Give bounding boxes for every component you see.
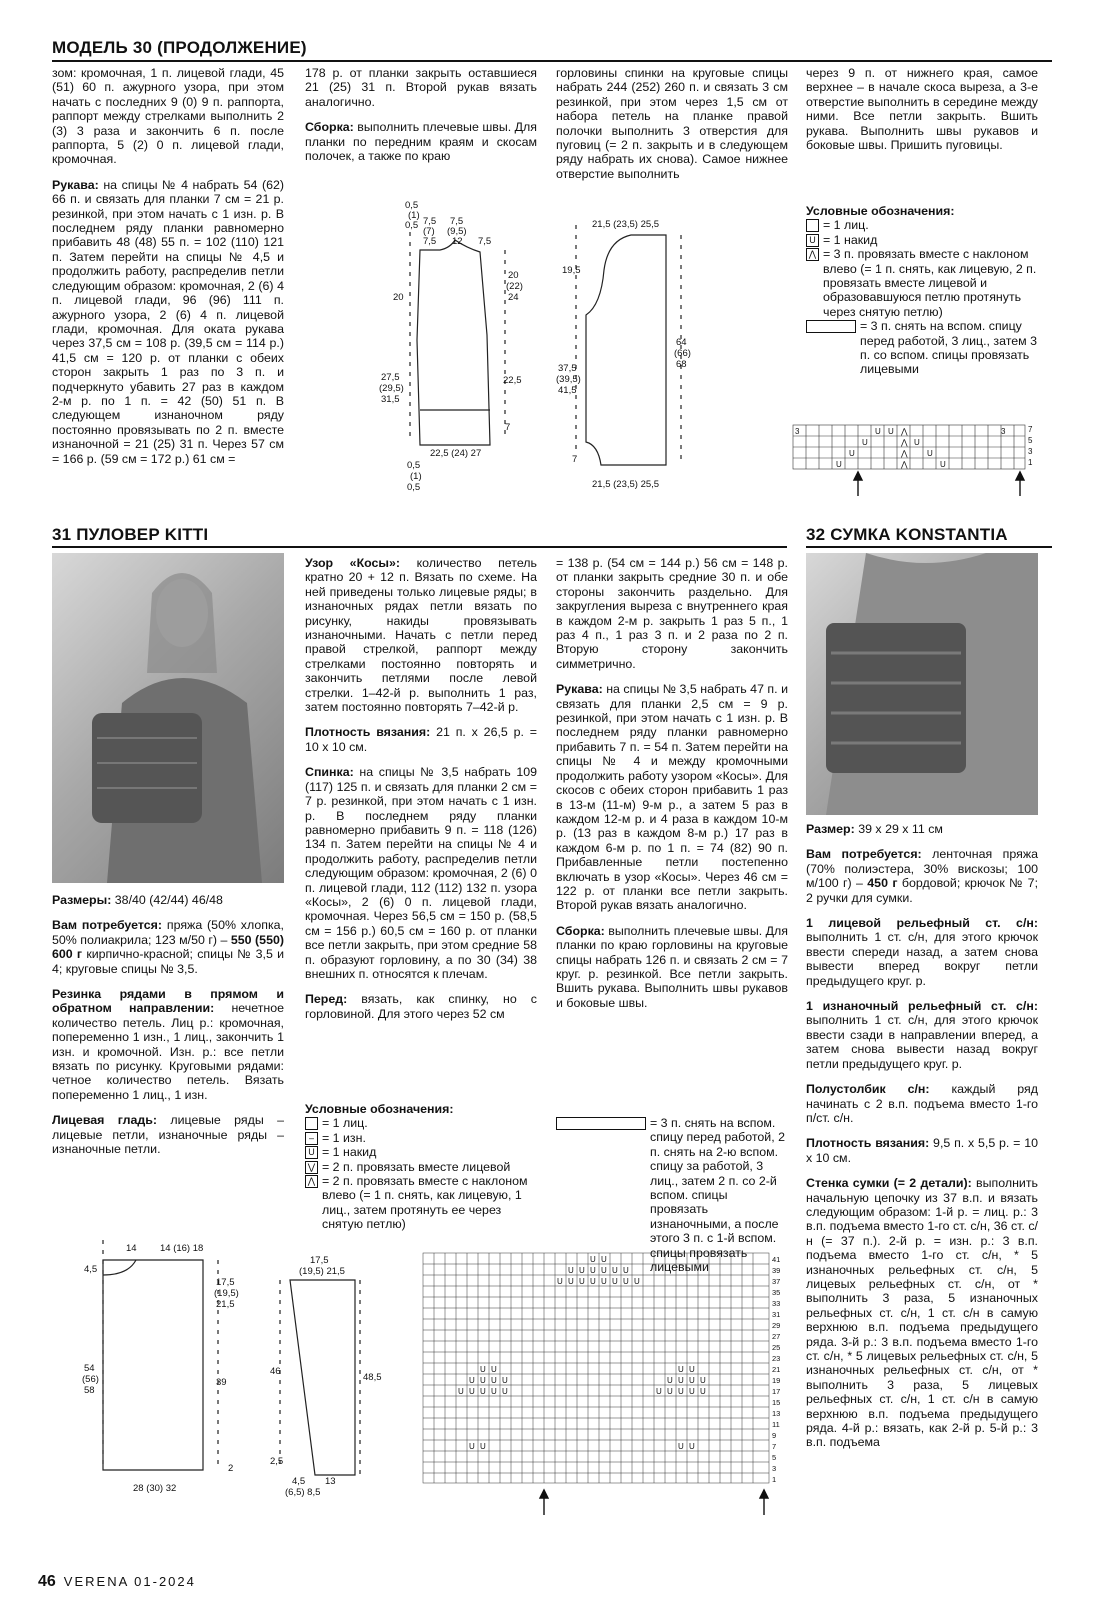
svg-text:U: U	[849, 449, 855, 458]
dim: 0,5	[405, 220, 419, 231]
m31-col1	[52, 893, 284, 1168]
cable-text: количество петель кратно 20 + 12 п. Вязать по схеме. На ней приведены только лицевые ряды; в изнаночных рядах петли вязать по рисунку, накиды провязывать изнаночными. Начать с петли перед правой стрелкой, раппорт между стрелками постоянно повторять и закончить петлями после левой стрелки. 1–42-й р. выполнить 1 раз, затем постоянно повторять 7–42-й р.	[305, 556, 537, 715]
chart-row-label: 9	[772, 1431, 777, 1440]
purl-symbol-icon: –	[305, 1132, 318, 1145]
yarn-over-symbol-icon: U	[806, 234, 819, 247]
svg-text:U: U	[469, 1387, 475, 1396]
m31-body-schematic	[78, 1235, 258, 1500]
svg-text:U: U	[491, 1365, 497, 1374]
chart-row-label: 5	[772, 1453, 777, 1462]
svg-text:U: U	[579, 1277, 585, 1286]
back-post-heading: 1 изнаночный рельефный ст. с/н:	[806, 999, 1038, 1014]
svg-text:⋀: ⋀	[901, 438, 908, 447]
ssk-symbol-icon: ⋀	[305, 1175, 318, 1188]
svg-text:U: U	[590, 1266, 596, 1275]
dim: 19,5	[562, 265, 581, 276]
chart-row-label: 1	[1028, 458, 1033, 467]
chart-row-label: 7	[772, 1442, 777, 1451]
dim: 46	[270, 1366, 281, 1377]
half-dc-heading: Полустолбик с/н:	[806, 1082, 930, 1097]
chart-row-label: 17	[772, 1387, 781, 1396]
chart-row-label: 1	[772, 1475, 777, 1484]
cable-symbol-icon	[556, 1117, 646, 1130]
m30-col3	[556, 66, 788, 192]
dim: (19,5) 21,5	[299, 1266, 345, 1277]
svg-text:U: U	[491, 1376, 497, 1385]
svg-text:U: U	[634, 1277, 640, 1286]
chart-row-label: 37	[772, 1277, 781, 1286]
legend-text: = 3 п. провязать вместе с наклоном влево (= 1 п. снять, как лицевую, 2 п. провязать вместе лицевой и образовавшуюся петлю протянуть через снятую петлю)	[823, 247, 1037, 319]
size-heading: Размер:	[806, 822, 855, 836]
dim: (7)	[423, 226, 435, 237]
dim: 17,5	[216, 1277, 235, 1288]
dim: 41,5	[558, 385, 577, 396]
dim: 21,5 (23,5) 25,5	[592, 219, 660, 230]
svg-text:U: U	[601, 1255, 607, 1264]
m31-sleeve-schematic	[265, 1250, 405, 1515]
m30-front-schematic	[556, 210, 726, 495]
svg-text:U: U	[623, 1277, 629, 1286]
svg-text:U: U	[862, 438, 868, 447]
chart-row-label: 25	[772, 1343, 781, 1352]
svg-text:U: U	[678, 1442, 684, 1451]
svg-text:U: U	[689, 1376, 695, 1385]
legend-row	[305, 1116, 537, 1130]
svg-text:U: U	[469, 1442, 475, 1451]
m31-rule	[52, 546, 787, 548]
m30-col1	[52, 66, 284, 477]
chart-row-label: 13	[772, 1409, 781, 1418]
dim: (39,5)	[556, 374, 581, 385]
cable-heading: Узор «Косы»:	[305, 556, 401, 570]
dim: 22,5 (24) 27	[430, 448, 482, 459]
need-text-2: кирпично-красной; спицы № 3,5 и 4; круговые спицы № 3,5.	[52, 947, 285, 976]
stockinette-heading: Лицевая гладь:	[52, 1113, 157, 1128]
legend-row	[806, 319, 1038, 377]
dim: 39	[216, 1377, 227, 1388]
dim: 27,5	[381, 372, 400, 383]
assembly-heading: Сборка:	[556, 923, 605, 938]
chart-row-label: 27	[772, 1332, 781, 1341]
dim: 68	[676, 359, 687, 370]
svg-text:U: U	[689, 1387, 695, 1396]
sleeve-text: на спицы № 3,5 набрать 47 п. и связать для планки 2,5 см = 9 р. резинкой, при этом начать с 1 изн. р. В последнем ряду планки равномерно прибавить 7 п. = 54 п. Затем перейти на спицы № 4 и между кромочными продолжить работу узором «Косы». Для скосов с обеих сторон прибавить 1 раз в 13-м (11-м) 9-м р., а затем 5 раз в каждом 12-м р. и 4 раза в каждом 10-м р. (13 раз в каждом 8-м р.) 17 раз в каждом 6-м р. по 1 п. = 74 (82) 90 п. Прибавленные петли постепенно включать в узор «Косы». Через 46 см = 122 р. от планки все петли закрыть. Второй рукав вязать аналогично.	[556, 682, 788, 913]
dim: 20	[508, 270, 519, 281]
m31-col2	[305, 556, 537, 1032]
svg-text:U: U	[940, 460, 946, 469]
legend-text: = 3 п. снять на вспом. спицу перед работой, 2 п. снять на 2-ю вспом. спицу за работой, 3 лиц., затем 2 п. со 2-й вспом. спицы провязать изнаночными, а после этого 3 п. с 1-й вспом. спицы провязать лицевыми	[650, 1116, 785, 1275]
size-text: 39 х 29 х 11 см	[858, 822, 943, 836]
svg-text:U: U	[502, 1376, 508, 1385]
m30-col2	[305, 66, 537, 174]
svg-text:U: U	[927, 449, 933, 458]
dim: (19,5)	[214, 1288, 239, 1299]
svg-text:U: U	[502, 1387, 508, 1396]
legend-row	[305, 1174, 537, 1232]
rib-text: нечетное количество петель. Лиц р.: кромочная, попеременно 1 изн., 1 лиц., закончить 1 изн. и кромочной. Изн. р.: все петли вязать по рисунку. Круговыми рядами: четное количество петель. Вязать попеременно 1 лиц., 1 изн.	[52, 1001, 284, 1102]
page-footer	[38, 1573, 196, 1591]
back-text: на спицы № 3,5 набрать 109 (117) 125 п. и связать для планки 2 см = 7 р. резинкой, при этом начать с 1 изн. р. В последнем ряду планки равномерно прибавить 9 п. = 118 (126) 134 п. Затем перейти на спицы № 4 и продолжить работу, распределив петли следующим образом: кромочная, 2 (6) 0 п. лицевой глади, 112 (112) 132 п. узора «Косы», 2 (6) 0 п. лицевой глади, кромочная. Через 56,5 см = 150 р. (58,5 см = 156 р.) 60,5 см = 160 р. от планки все петли закрыть, при этом средние 58 п. образуют горловину, а по 30 (34) 38 внешних п. относятся к плечам.	[305, 765, 537, 981]
m30-legend-title: Условные обозначения:	[806, 204, 955, 218]
dim: 64	[676, 337, 687, 348]
m30-legend	[806, 204, 1038, 377]
svg-text:U: U	[689, 1365, 695, 1374]
half-dc-text: каждый ряд начинать с 2 в.п. подъема вместо 1-го п/ст. с/н.	[806, 1082, 1038, 1125]
svg-text:U: U	[568, 1277, 574, 1286]
dim: 2	[228, 1463, 234, 1474]
sizes-heading: Размеры:	[52, 893, 112, 907]
m31-col3	[556, 556, 788, 1021]
m30-col3-text: горловины спинки на круговые спицы набрать 244 (252) 260 п. и связать 3 см резинкой, при этом через 1,5 см от набора петель на планке правой полочки выполнить 3 отверстия для пуговиц (= 2 п. закрыть и в следующем ряду набрать их снова). Самое нижнее отверстие выполнить	[556, 66, 788, 181]
need-text: ленточная пряжа (70% полиэстера, 30% вискозы; 100 м/100 г) –	[806, 847, 1038, 891]
m30-col4	[806, 66, 1038, 163]
svg-text:U: U	[601, 1266, 607, 1275]
knit-symbol-icon	[305, 1117, 318, 1130]
bag-wall-text: выполнить начальную цепочку из 37 в.п. и вязать следующим образом: 1-й р. = лиц. р.: 3 в.п. подъема вместо 1-го ст. с/н, 36 ст. с/н (= 37 п.). 2-й р. = изн. р.: 3 в.п. подъема вместо 1-го ст. с/н, * 5 изнаночных рельефных ст. с/н, 5 лицевых рельефных ст. с/н, от * выполнить 3 раза, 5 изнаночных рельефных ст. с/н, 1 ст. с/н в самую верхнюю в.п. подъема предыдущего ряда. 3-й р.: 3 в.п. подъема вместо 1-го ст. с/н, * 5 лицевых рельефных ст. с/н, 5 изнаночных рельефных ст. с/н, от * выполнить 3 раза, 5 лицевых рельефных ст. с/н, 1 ст. с/н в самую верхнюю в.п. подъема предыдущего ряда. 4-й р.: вязать, как 2-й р. 5-й р.: 3 в.п. подъема	[806, 1176, 1038, 1450]
magazine-issue: VERENA 01-2024	[63, 1574, 196, 1589]
decrease-symbol-icon: ⋀	[806, 248, 819, 261]
m31-title: 31 ПУЛОВЕР KITTI	[52, 525, 209, 544]
legend-text: = 3 п. снять на вспом. спицу перед работой, 3 лиц., затем 3 п. со вспом. спицы провязать лицевыми	[860, 319, 1038, 377]
legend-row	[806, 218, 1038, 232]
dim: (1)	[408, 210, 420, 221]
dim: 2,5	[270, 1456, 284, 1467]
chart-row-label: 15	[772, 1398, 781, 1407]
woman-with-bag-illustration	[52, 553, 284, 883]
svg-text:U: U	[590, 1277, 596, 1286]
m31-col3-text: = 138 р. (54 см = 144 р.) 56 см = 148 р. от планки закрыть средние 30 п. и обе стороны закончить раздельно. Для закругления выреза с внутреннего края в каждом 2-м р. закрыть 1 раз 5 п., 1 раз 4 п., 1 раз 3 п. и 2 раза по 2 п. Вторую сторону закончить симметрично.	[556, 556, 788, 671]
dim: 28 (30) 32	[133, 1483, 177, 1494]
legend-row	[305, 1160, 537, 1174]
svg-text:⋀: ⋀	[901, 460, 908, 469]
svg-text:U: U	[678, 1365, 684, 1374]
chart-row-label: 5	[1028, 436, 1033, 445]
m30-sleeve-text: на спицы № 4 набрать 54 (62) 66 п. и связать для планки 7 см = 21 р. резинкой, при этом начать с 1 изн. р. В последнем ряду планки равномерно прибавить 48 (48) 55 п. = 102 (110) 121 п. Затем перейти на спицы № 4,5 и продолжить работу, распределив петли следующим образом: кромочная, 2 (6) 4 п. лицевой глади, 96 (96) 111 п. ажурного узора, 2 (6) 4 п. лицевой глади, кромочная. Для оката рукава через 37,5 см = 108 р. (39,5 см = 114 р.) 41,5 см = 120 р. от планки с обеих сторон закрыть 1 раз по 3 п. и подчеркнуто убавить 27 раз в каждом 2-м р. по 1 п. = 42 (50) 51 п. В следующем изнаночном ряду постоянно провязывать по 2 п. вместе изнаночной = 21 (25) 31 п. Через 57 см = 166 р. (59 см = 172 р.) 61 см =	[52, 177, 284, 466]
svg-text:U: U	[458, 1387, 464, 1396]
dim: (66)	[674, 348, 691, 359]
stockinette-text: лицевые ряды – лицевые петли, изнаночные ряды – изнаночные петли.	[52, 1113, 284, 1157]
density-heading: Плотность вязания:	[806, 1136, 930, 1151]
dim: 7,5	[450, 216, 464, 227]
legend-row	[305, 1131, 537, 1145]
m32-rule	[806, 546, 1052, 548]
svg-text:U: U	[601, 1277, 607, 1286]
m30-sleeve-schematic	[375, 190, 545, 495]
dim: 7,5	[423, 236, 437, 247]
chart-row-label: 39	[772, 1266, 781, 1275]
legend-row	[806, 247, 1038, 319]
sleeve-heading: Рукава:	[556, 682, 603, 697]
dim: 12	[452, 236, 463, 247]
dim: 48,5	[363, 1372, 382, 1383]
dim: (29,5)	[379, 383, 404, 394]
page-number: 46	[38, 1573, 56, 1590]
svg-text:U: U	[678, 1387, 684, 1396]
m30-col2-text: 178 р. от планки закрыть оставшиеся 21 (25) 31 п. Второй рукав вязать аналогично.	[305, 66, 537, 109]
front-post-text: выполнить 1 ст. с/н, для этого крючок ввести спереди назад, а затем снова вывести вперед вокруг петли предыдущего круг. р.	[806, 930, 1038, 988]
svg-text:⋀: ⋀	[901, 427, 908, 436]
svg-text:⋀: ⋀	[901, 449, 908, 458]
back-heading: Спинка:	[305, 765, 354, 780]
front-post-heading: 1 лицевой рельефный ст. с/н:	[806, 916, 1038, 931]
chart-row-label: 31	[772, 1310, 781, 1319]
back-post-text: выполнить 1 ст. с/н, для этого крючок ввести сзади в направлении вперед, а затем снова вывести назад вокруг петли предыдущего круг. р.	[806, 1013, 1038, 1071]
svg-text:U: U	[623, 1266, 629, 1275]
svg-text:U: U	[590, 1255, 596, 1264]
legend-text: = 1 накид	[322, 1145, 377, 1160]
m30-col1-text: зом: кромочная, 1 п. лицевой глади, 45 (51) 60 п. ажурного узора, при этом начать с последних 9 (0) 9 п. раппорта, раппорт между стрелками выполнить 2 (3) 3 раза и закончить 6 п. после раппорта, 5 (2) 0 п. лицевой глади, кромочная.	[52, 66, 284, 167]
need-text-2: бордовой; крючок № 7; 2 ручки для сумки.	[806, 876, 1039, 905]
dim: 7,5	[478, 236, 492, 247]
header-rule	[52, 60, 1052, 62]
page-title: МОДЕЛЬ 30 (ПРОДОЛЖЕНИЕ)	[52, 38, 307, 57]
svg-text:U: U	[612, 1277, 618, 1286]
m32-bag-photo	[806, 553, 1038, 815]
svg-text:U: U	[579, 1266, 585, 1275]
dim: 13	[325, 1476, 336, 1487]
legend-text: = 1 лиц.	[823, 218, 869, 233]
svg-text:U: U	[875, 427, 881, 436]
svg-text:U: U	[689, 1442, 695, 1451]
need-heading: Вам потребуется:	[806, 847, 922, 862]
m30-col4-text: через 9 п. от нижнего края, самое верхнее – в начале скоса выреза, а 3-е отверстие выполнить в середине между ними. Все петли закрыть. Вшить рукава. Выполнить швы рукавов и боковые швы. Пришить пуговицы.	[806, 66, 1038, 153]
svg-text:U: U	[480, 1442, 486, 1451]
svg-text:U: U	[491, 1387, 497, 1396]
bag-illustration	[806, 553, 1038, 815]
yarn-over-symbol-icon: U	[305, 1146, 318, 1159]
density-text: 9,5 п. х 5,5 р. = 10 х 10 см.	[806, 1136, 1038, 1165]
dim: 17,5	[310, 1255, 329, 1266]
chart-row-label: 7	[1028, 425, 1033, 434]
legend-text: = 1 лиц.	[322, 1116, 368, 1131]
m31-legend-title: Условные обозначения:	[305, 1102, 454, 1116]
m30-sleeve-heading: Рукава:	[52, 177, 99, 192]
m31-model-photo	[52, 553, 284, 883]
dim: (1)	[410, 471, 422, 482]
m31-cable-chart	[420, 1250, 790, 1520]
dim: 7,5	[423, 216, 437, 227]
m32-col	[806, 822, 1038, 1461]
cable-symbol-icon	[806, 320, 856, 333]
dim: 54	[84, 1363, 95, 1374]
legend-row	[806, 233, 1038, 247]
svg-text:U: U	[480, 1365, 486, 1374]
dim: 7	[505, 422, 511, 433]
dim: 0,5	[407, 482, 421, 493]
legend-row	[305, 1145, 537, 1159]
svg-text:U: U	[888, 427, 894, 436]
dim: 0,5	[405, 200, 419, 211]
k2tog-symbol-icon: ⋁	[305, 1161, 318, 1174]
dim: 7	[572, 454, 578, 465]
dim: 37,5	[558, 363, 577, 374]
dim: 20	[393, 292, 404, 303]
dim: 14 (16) 18	[160, 1243, 204, 1254]
dim: (22)	[506, 281, 523, 292]
svg-text:U: U	[678, 1376, 684, 1385]
density-text: 21 п. х 26,5 р. = 10 х 10 см.	[305, 725, 537, 754]
dim: (6,5) 8,5	[285, 1487, 321, 1498]
svg-text:U: U	[667, 1387, 673, 1396]
dim: (56)	[82, 1374, 99, 1385]
svg-text:U: U	[469, 1376, 475, 1385]
chart-row-label: 29	[772, 1321, 781, 1330]
m32-title: 32 СУМКА KONSTANTIA	[806, 525, 1008, 544]
knit-symbol-icon	[806, 219, 819, 232]
m30-assembly-text: выполнить плечевые швы. Для планки по передним краям и скосам полочек, а также по краю	[305, 120, 537, 164]
chart-row-label: 23	[772, 1354, 781, 1363]
dim: 31,5	[381, 394, 400, 405]
need-weight: 450 г	[867, 876, 898, 891]
legend-text: = 1 изн.	[322, 1130, 366, 1145]
svg-text:U: U	[700, 1376, 706, 1385]
dim: 58	[84, 1385, 95, 1396]
front-text: вязать, как спинку, но с горловиной. Для этого через 52 см	[305, 992, 537, 1021]
dim: 24	[508, 292, 519, 303]
chart-row-label: 19	[772, 1376, 781, 1385]
front-heading: Перед:	[305, 992, 348, 1007]
chart-row-label: 3	[1028, 447, 1033, 456]
m31-legend	[305, 1102, 537, 1232]
chart-row-label: 33	[772, 1299, 781, 1308]
dim: 21,5	[216, 1299, 235, 1310]
dim: 21,5 (23,5) 25,5	[592, 479, 660, 490]
legend-text: = 1 накид	[823, 232, 878, 247]
svg-text:U: U	[480, 1387, 486, 1396]
legend-text: = 2 п. провязать вместе лицевой	[322, 1159, 511, 1174]
svg-text:U: U	[568, 1266, 574, 1275]
chart-row-label: 35	[772, 1288, 781, 1297]
dim: 22,5	[503, 375, 522, 386]
density-heading: Плотность вязания:	[305, 725, 431, 740]
svg-text:U: U	[656, 1387, 662, 1396]
dim: (9,5)	[447, 226, 467, 237]
svg-text:U: U	[836, 460, 842, 469]
chart-row-label: 3	[772, 1464, 777, 1473]
legend-text: = 2 п. провязать вместе с наклоном влево (= 1 п. снять, как лицевую, 1 лиц., затем протянуть ее через снятую петлю)	[322, 1174, 528, 1232]
svg-text:U: U	[557, 1277, 563, 1286]
svg-text:3: 3	[795, 427, 800, 436]
svg-text:U: U	[700, 1387, 706, 1396]
m30-assembly-heading: Сборка:	[305, 120, 354, 135]
m30-lace-chart	[790, 420, 1040, 500]
dim: 4,5	[292, 1476, 306, 1487]
need-weight: 550 (550) 600 г	[52, 932, 284, 962]
svg-text:3: 3	[1001, 427, 1006, 436]
svg-text:U: U	[914, 438, 920, 447]
sizes-text: 38/40 (42/44) 46/48	[114, 893, 223, 907]
svg-text:U: U	[612, 1266, 618, 1275]
dim: 4,5	[84, 1264, 98, 1275]
chart-row-label: 41	[772, 1255, 781, 1264]
need-heading: Вам потребуется:	[52, 918, 163, 933]
svg-text:U: U	[480, 1376, 486, 1385]
chart-row-label: 21	[772, 1365, 781, 1374]
rib-heading: Резинка рядами в прямом и обратном направлении:	[52, 987, 284, 1016]
svg-text:U: U	[667, 1376, 673, 1385]
dim: 0,5	[407, 460, 421, 471]
dim: 14	[126, 1243, 137, 1254]
chart-row-label: 11	[772, 1420, 780, 1429]
assembly-text: выполнить плечевые швы. Для планки по краю горловины на круговые спицы набрать 126 п. и связать 2 см = 7 круг. р. резинкой. Все петли закрыть. Вшить рукава. Выполнить швы рукавов и боковые швы.	[556, 923, 788, 1010]
need-text: пряжа (50% хлопка, 50% полиакрила; 123 м/50 г) –	[52, 918, 284, 947]
bag-wall-heading: Стенка сумки (= 2 детали):	[806, 1176, 972, 1191]
